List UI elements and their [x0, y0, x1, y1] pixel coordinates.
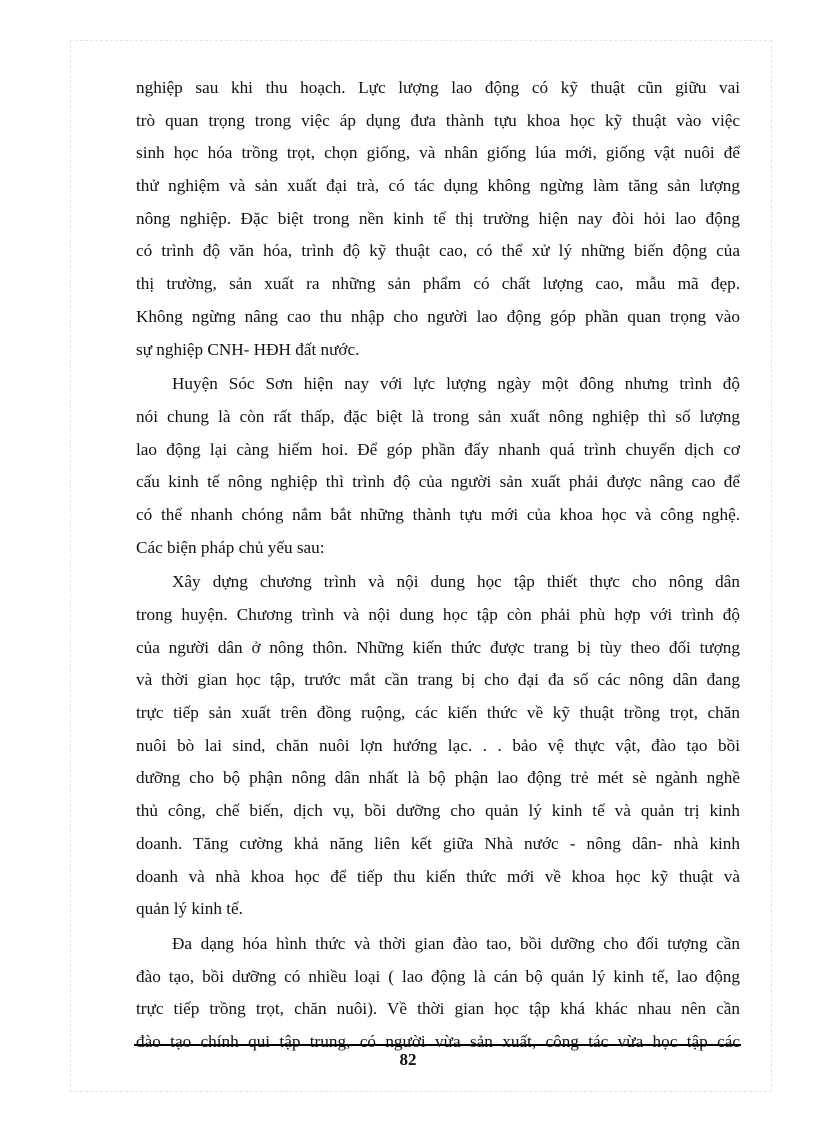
text-line: trò quan trọng trong việc áp dụng đưa thành tựu khoa học kỹ thuật vào việc: [136, 110, 740, 130]
text-line: và thời gian học tập, trước mắt cần trang bị cho đại đa số các nông dân đang: [136, 670, 740, 690]
text-line: đào tạo, bồi dưỡng có nhiều loại ( lao động là cán bộ quản lý kinh tế, lao động: [136, 966, 740, 986]
paragraph: [136, 928, 740, 1059]
footer-rule: [134, 1044, 741, 1046]
text-line: Xây dựng chương trình và nội dung học tập thiết thực cho nông dân: [172, 572, 740, 592]
text-line: nông nghiệp. Đặc biệt trong nền kinh tế thị trường hiện nay đòi hỏi lao động: [136, 208, 740, 228]
page-number: 82: [399, 1050, 417, 1069]
paragraph: [136, 368, 740, 564]
text-line: sự nghiệp CNH- HĐH đất nước.: [136, 339, 360, 359]
document-body: [136, 72, 740, 1059]
text-line: doanh. Tăng cường khả năng liên kết giữa Nhà nước - nông dân- nhà kinh: [136, 833, 740, 853]
text-line: đào tạo chính qui tập trung, có người vừa sản xuất, công tác vừa học tập các: [136, 1031, 740, 1051]
text-line: cấu kinh tế nông nghiệp thì trình độ của người sản xuất phải được nâng cao để: [136, 472, 740, 492]
text-line: trực tiếp trồng trọt, chăn nuôi). Về thời gian học tập khá khác nhau nên cần: [136, 999, 740, 1019]
text-line: trong huyện. Chương trình và nội dung học tập còn phải phù hợp với trình độ: [136, 605, 740, 624]
text-line: doanh và nhà khoa học để tiếp thu kiến thức mới về khoa học kỹ thuật và: [136, 866, 740, 886]
text-line: Đa dạng hóa hình thức và thời gian đào tao, bồi dưỡng cho đối tượng cần: [172, 933, 740, 953]
text-line: nghiệp sau khi thu hoạch. Lực lượng lao động có kỹ thuật cũn giữu vai: [136, 78, 740, 97]
text-line: Không ngừng nâng cao thu nhập cho người lao động góp phần quan trọng vào: [136, 306, 740, 326]
text-line: thủ công, chế biến, dịch vụ, bồi dưỡng cho quản lý kinh tế và quản trị kinh: [136, 801, 740, 821]
text-line: thử nghiệm và sản xuất đại trà, có tác dụng không ngừng làm tăng sản lượng: [136, 176, 740, 196]
text-line: có trình độ văn hóa, trình độ kỹ thuật cao, có thể xử lý những biến động của: [136, 241, 740, 261]
text-line: nuôi bò lai sind, chăn nuôi lợn hướng lạc. . . bảo vệ thực vật, đào tạo bồi: [136, 735, 740, 755]
text-line: trực tiếp sản xuất trên đồng ruộng, các kiến thức về kỹ thuật trồng trọt, chăn: [136, 703, 740, 723]
text-line: của người dân ở nông thôn. Những kiến thức được trang bị tùy theo đối tượng: [136, 637, 740, 657]
text-line: nói chung là còn rất thấp, đặc biệt là trong sản xuất nông nghiệp thì số lượng: [136, 406, 740, 426]
paragraph: [136, 72, 740, 366]
text-line: quản lý kinh tế.: [136, 899, 243, 919]
text-line: lao động lại càng hiếm hoi. Để góp phần đẩy nhanh quá trình chuyển dịch cơ: [136, 439, 740, 459]
text-line: có thể nhanh chóng nắm bắt những thành tựu mới của khoa học và công nghệ.: [136, 504, 740, 524]
text-line: thị trường, sản xuất ra những sản phẩm có chất lượng cao, mẫu mã đẹp.: [136, 274, 740, 294]
text-line: dưỡng cho bộ phận nông dân nhất là bộ phận lao động trẻ mét sè ngành nghề: [136, 768, 740, 788]
paragraph: [136, 566, 740, 926]
text-line: Huyện Sóc Sơn hiện nay với lực lượng ngày một đông nhưng trình độ: [172, 374, 740, 394]
text-line: sinh học hóa trồng trọt, chọn giống, và nhân giống lúa mới, giống vật nuôi để: [136, 143, 740, 163]
text-line: Các biện pháp chủ yếu sau:: [136, 537, 325, 557]
